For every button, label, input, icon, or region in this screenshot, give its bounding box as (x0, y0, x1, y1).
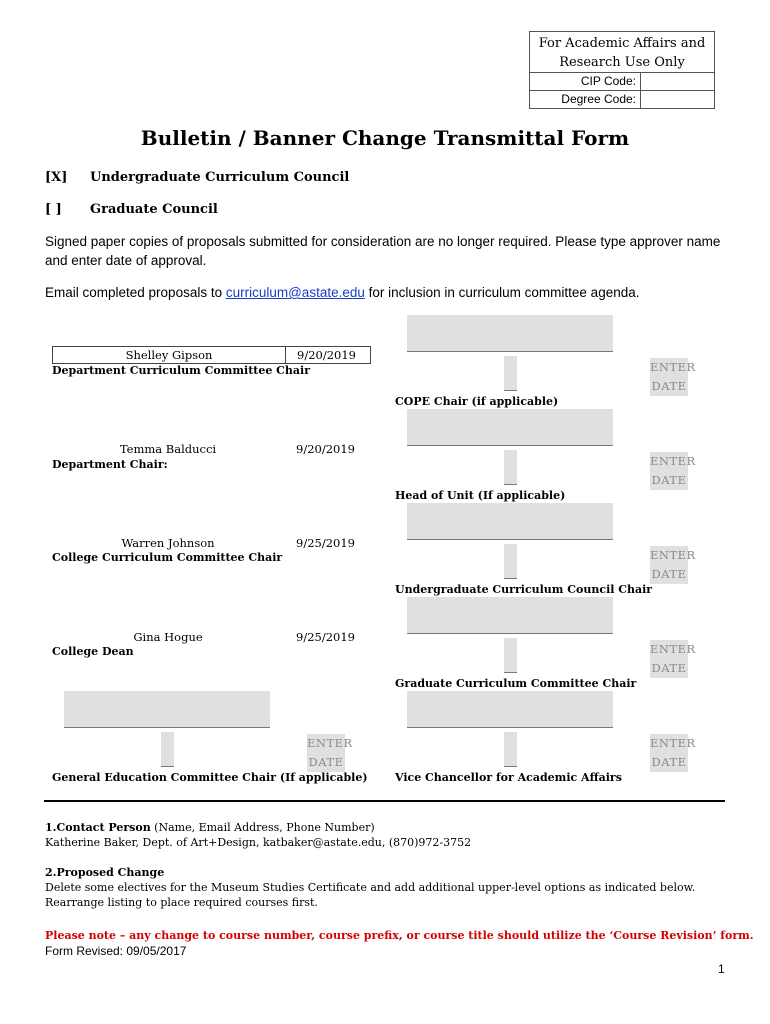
academic-affairs-heading: For Academic Affairs and Research Use Only (538, 36, 706, 70)
sig-label-ucc-chair: Undergraduate Curriculum Council Chair (395, 583, 653, 596)
signature-field-stub[interactable] (504, 732, 517, 767)
sig-label-head-of-unit: Head of Unit (If applicable) (395, 489, 566, 502)
signature-field[interactable] (407, 503, 613, 540)
cip-code-label: CIP Code: (580, 74, 636, 88)
degree-code-field[interactable] (640, 91, 714, 108)
signature-field-stub[interactable] (161, 732, 174, 767)
gc-checkbox[interactable]: [ ] (45, 202, 62, 217)
cip-code-field[interactable] (640, 73, 714, 90)
gc-label: Graduate Council (90, 202, 218, 217)
email-suffix: for inclusion in curriculum committee agenda. (364, 285, 640, 300)
signature-field[interactable] (64, 691, 270, 728)
approver-name[interactable]: Temma Balducci (119, 442, 217, 456)
cip-code-row (530, 72, 714, 90)
enter-date-field[interactable]: ENTER DATE (307, 734, 345, 772)
ucc-label: Undergraduate Curriculum Council (90, 170, 350, 185)
signature-field-stub[interactable] (504, 356, 517, 391)
approver-name[interactable]: Gina Hogue (133, 630, 203, 644)
sig-table-dept-ccc (52, 346, 371, 364)
proposed-line-2[interactable]: Rearrange listing to place required courses first. (45, 896, 318, 909)
enter-date-field[interactable]: ENTER DATE (650, 734, 688, 772)
approver-name[interactable]: Warren Johnson (121, 536, 215, 550)
ucc-checkbox[interactable]: [X] (45, 170, 68, 185)
enter-date-field[interactable]: ENTER DATE (650, 546, 688, 584)
form-revised: Form Revised: 09/05/2017 (45, 944, 187, 958)
sig-label-gcc-chair: Graduate Curriculum Committee Chair (395, 677, 637, 690)
signature-field[interactable] (407, 597, 613, 634)
enter-date-field[interactable]: ENTER DATE (650, 358, 688, 396)
sig-label-vc-academic-affairs: Vice Chancellor for Academic Affairs (395, 771, 622, 784)
approval-date[interactable]: 9/25/2019 (296, 630, 355, 644)
email-instructions (45, 283, 725, 302)
sig-label-dept-chair: Department Chair: (52, 458, 168, 471)
sig-label-college-dean: College Dean (52, 645, 134, 658)
instructions-paragraph: Signed paper copies of proposals submitted for consideration are no longer required. Please type approver name and enter date of approval. (45, 234, 721, 268)
revision-note: Please note – any change to course number, course prefix, or course title should utilize the ‘Course Revision’ form. (45, 929, 754, 942)
signature-field-stub[interactable] (504, 450, 517, 485)
signature-field[interactable] (407, 315, 613, 352)
contact-heading-line (45, 820, 375, 835)
contact-value[interactable]: Katherine Baker, Dept. of Art+Design, katbaker@astate.edu, (870)972-3752 (45, 836, 472, 849)
academic-affairs-box (529, 31, 715, 109)
degree-code-row (530, 90, 714, 108)
signature-field-stub[interactable] (504, 544, 517, 579)
proposed-heading: 2.Proposed Change (45, 866, 165, 879)
sig-label-gen-ed: General Education Committee Chair (If applicable) (52, 771, 368, 784)
sig-label-cope-chair: COPE Chair (if applicable) (395, 395, 559, 408)
sig-label-dept-ccc: Department Curriculum Committee Chair (52, 364, 311, 377)
approval-date[interactable]: 9/25/2019 (296, 536, 355, 550)
page-number: 1 (718, 962, 725, 976)
page-title: Bulletin / Banner Change Transmittal Form (140, 126, 630, 150)
signature-field[interactable] (407, 691, 613, 728)
approval-date[interactable]: 9/20/2019 (297, 348, 356, 362)
degree-code-label: Degree Code: (561, 92, 636, 106)
contact-heading-note: (Name, Email Address, Phone Number) (150, 821, 375, 834)
enter-date-field[interactable]: ENTER DATE (650, 452, 688, 490)
sig-label-college-ccc: College Curriculum Committee Chair (52, 551, 283, 564)
email-prefix: Email completed proposals to (45, 285, 226, 300)
approver-name[interactable]: Shelley Gipson (53, 347, 286, 363)
signature-field[interactable] (407, 409, 613, 446)
contact-heading: 1.Contact Person (45, 821, 151, 834)
proposed-line-1[interactable]: Delete some electives for the Museum Studies Certificate and add additional upper-level options as indicated below. (45, 881, 696, 894)
email-link[interactable]: curriculum@astate.edu (225, 285, 365, 300)
enter-date-field[interactable]: ENTER DATE (650, 640, 688, 678)
signature-field-stub[interactable] (504, 638, 517, 673)
approval-date[interactable]: 9/20/2019 (296, 442, 355, 456)
section-divider (44, 800, 725, 802)
